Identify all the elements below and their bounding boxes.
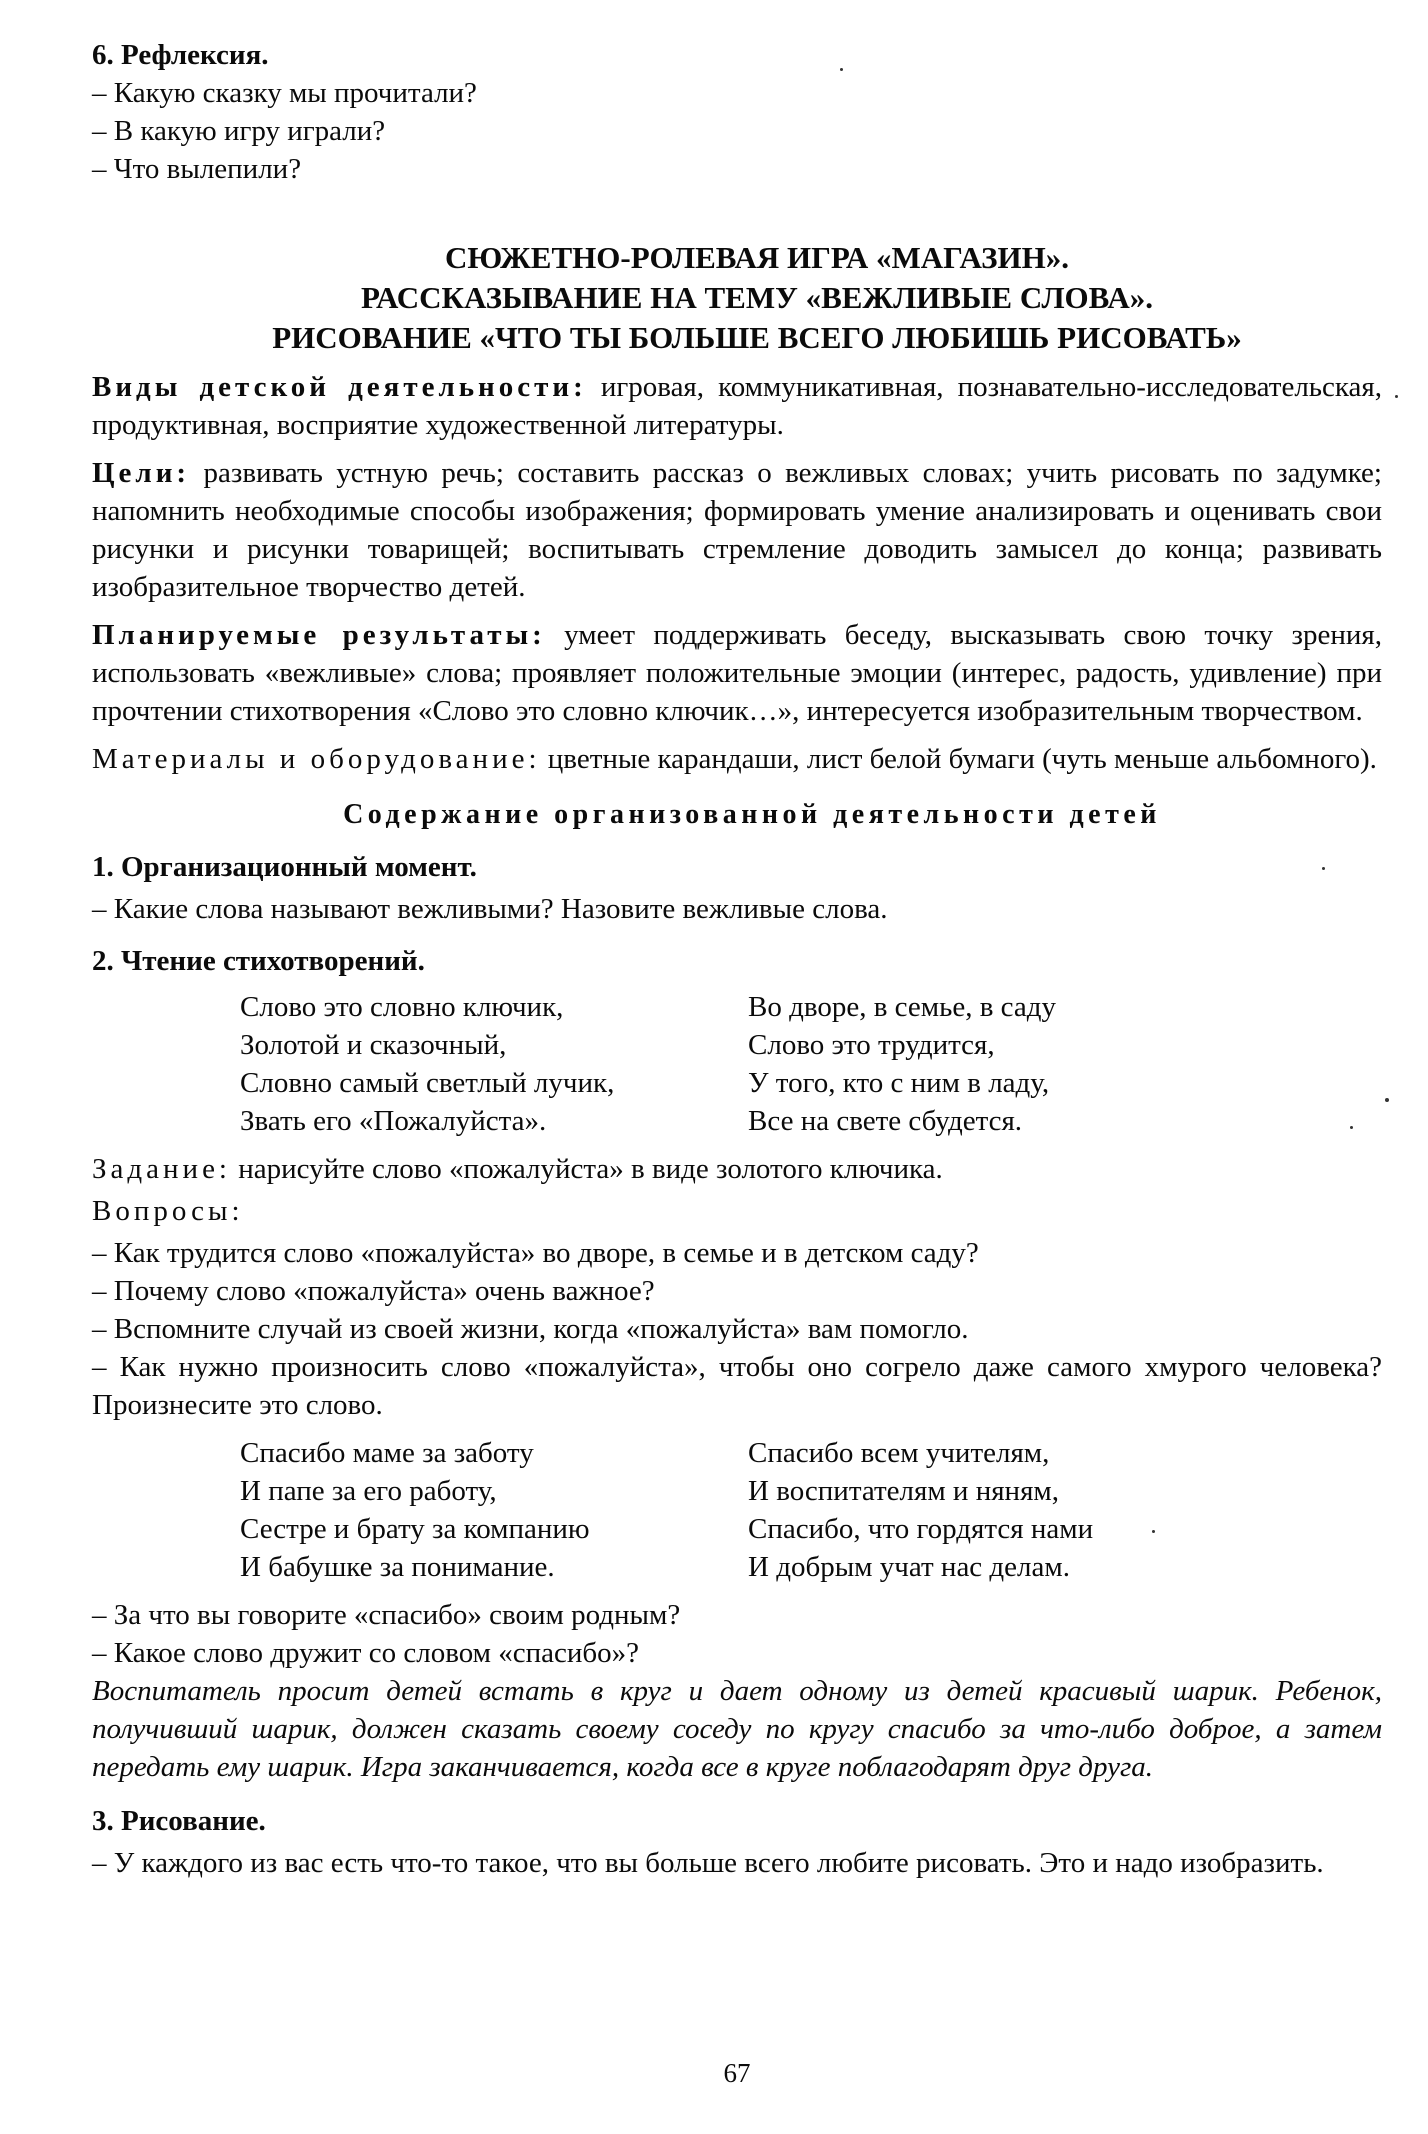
scan-speck bbox=[1322, 867, 1325, 870]
scan-speck bbox=[840, 68, 843, 71]
scan-speck bbox=[1152, 1530, 1155, 1533]
activities-label: Виды детской деятельности: bbox=[92, 371, 587, 403]
poem-line: И добрым учат нас делам. bbox=[748, 1551, 1071, 1583]
poem-line: У того, кто с ним в ладу, bbox=[748, 1067, 1050, 1099]
reflection-question: – Какую сказку мы прочитали? bbox=[92, 77, 477, 109]
section2-heading: 2. Чтение стихотворений. bbox=[92, 945, 425, 977]
poem-line: Словно самый светлый лучик, bbox=[240, 1067, 615, 1099]
poem-line: Слово это трудится, bbox=[748, 1029, 995, 1061]
results-paragraph bbox=[92, 616, 1382, 730]
poem-line: Все на свете сбудется. bbox=[748, 1105, 1023, 1137]
poem-line: И бабушке за понимание. bbox=[240, 1551, 555, 1583]
materials-label: Материалы и оборудование: bbox=[92, 743, 541, 775]
results-label: Планируемые результаты: bbox=[92, 619, 546, 651]
reflection-block bbox=[92, 36, 1382, 188]
poem-line: Слово это словно ключик, bbox=[240, 991, 564, 1023]
questions-label: Вопросы: bbox=[92, 1195, 244, 1227]
reflection-question: – В какую игру играли? bbox=[92, 115, 386, 147]
poem-column-left bbox=[240, 1434, 748, 1586]
section3-text: – У каждого из вас есть что-то такое, что вы больше всего любите рисовать. Это и надо изобразить. bbox=[92, 1847, 1324, 1879]
reflection-heading: 6. Рефлексия. bbox=[92, 39, 269, 71]
poem-line: Сестре и брату за компанию bbox=[240, 1513, 590, 1545]
poem-line: И воспитателям и няням, bbox=[748, 1475, 1060, 1507]
content-heading: Содержание организованной деятельности детей bbox=[343, 799, 1161, 830]
lesson-title bbox=[92, 238, 1382, 358]
scan-speck bbox=[1350, 1126, 1353, 1129]
reflection-question: – Что вылепили? bbox=[92, 153, 302, 185]
task-text: нарисуйте слово «пожалуйста» в виде золотого ключика. bbox=[231, 1153, 943, 1185]
scan-speck bbox=[1385, 1098, 1389, 1102]
goals-paragraph bbox=[92, 454, 1382, 606]
goals-label: Цели: bbox=[92, 457, 191, 489]
question-item: – Почему слово «пожалуйста» очень важное? bbox=[92, 1275, 655, 1307]
materials-text: цветные карандаши, лист белой бумаги (чуть меньше альбомного). bbox=[540, 743, 1377, 775]
poem-line: Звать его «Пожалуйста». bbox=[240, 1105, 547, 1137]
poem-spasibo bbox=[240, 1434, 1382, 1586]
document-page bbox=[92, 0, 1382, 2134]
task-label: Задание: bbox=[92, 1153, 231, 1185]
activities-paragraph bbox=[92, 368, 1382, 444]
section3-heading: 3. Рисование. bbox=[92, 1805, 266, 1837]
poem-column-right bbox=[748, 988, 1256, 1140]
task-paragraph bbox=[92, 1150, 1382, 1188]
scan-speck bbox=[1395, 395, 1398, 398]
title-line: РИСОВАНИЕ «ЧТО ТЫ БОЛЬШЕ ВСЕГО ЛЮБИШЬ РИСОВАТЬ» bbox=[272, 320, 1242, 355]
poem-line: Золотой и сказочный, bbox=[240, 1029, 507, 1061]
question-item: – Вспомните случай из своей жизни, когда «пожалуйста» вам помогло. bbox=[92, 1313, 969, 1345]
poem-line: Спасибо, что гордятся нами bbox=[748, 1513, 1094, 1545]
page-number: 67 bbox=[723, 2058, 751, 2088]
activities-text: игровая, коммуникативная, познавательно-исследовательская, продуктивная, восприятие художественной литературы. bbox=[92, 371, 1383, 441]
question-item: – Как нужно произносить слово «пожалуйста», чтобы оно согрело даже самого хмурого человека? Произнесите это слово. bbox=[92, 1351, 1382, 1421]
materials-paragraph bbox=[92, 740, 1382, 778]
results-text: умеет поддерживать беседу, высказывать свою точку зрения, использовать «вежливые» слова; проявляет положительные эмоции (интерес, радость, удивление) при прочтении стихотворения «Слово это словно ключик…», интересуется изобразительным творчеством. bbox=[92, 619, 1382, 727]
poem-line: Спасибо маме за заботу bbox=[240, 1437, 534, 1469]
teacher-instruction: Воспитатель просит детей встать в круг и дает одному из детей красивый шарик. Ребенок, получивший шарик, должен сказать своему соседу по кругу спасибо за что-либо доброе, а затем передать ему шарик. Игра заканчивается, когда все в круге поблагодарят друг друга. bbox=[92, 1675, 1382, 1783]
poem-line: И папе за его работу, bbox=[240, 1475, 497, 1507]
section1-text: – Какие слова называют вежливыми? Назовите вежливые слова. bbox=[92, 893, 888, 925]
poem-column-right bbox=[748, 1434, 1256, 1586]
title-line: СЮЖЕТНО-РОЛЕВАЯ ИГРА «МАГАЗИН». bbox=[445, 240, 1069, 275]
question-item: – Какое слово дружит со словом «спасибо»? bbox=[92, 1637, 640, 1669]
poem-line: Спасибо всем учителям, bbox=[748, 1437, 1050, 1469]
title-line: РАССКАЗЫВАНИЕ НА ТЕМУ «ВЕЖЛИВЫЕ СЛОВА». bbox=[360, 280, 1154, 315]
section1-heading: 1. Организационный момент. bbox=[92, 851, 477, 883]
question-item: – За что вы говорите «спасибо» своим родным? bbox=[92, 1599, 681, 1631]
goals-text: развивать устную речь; составить рассказ о вежливых словах; учить рисовать по задумке; напомнить необходимые способы изображения; формировать умение анализировать и оценивать свои рисунки и рисунки товарищей; воспитывать стремление доводить замысел до конца; развивать изобразительное творчество детей. bbox=[92, 457, 1382, 603]
lesson-body bbox=[92, 368, 1382, 1882]
question-item: – Как трудится слово «пожалуйста» во дворе, в семье и в детском саду? bbox=[92, 1237, 979, 1269]
poem-line: Во дворе, в семье, в саду bbox=[748, 991, 1056, 1023]
poem-klyuchik bbox=[240, 988, 1382, 1140]
poem-column-left bbox=[240, 988, 748, 1140]
